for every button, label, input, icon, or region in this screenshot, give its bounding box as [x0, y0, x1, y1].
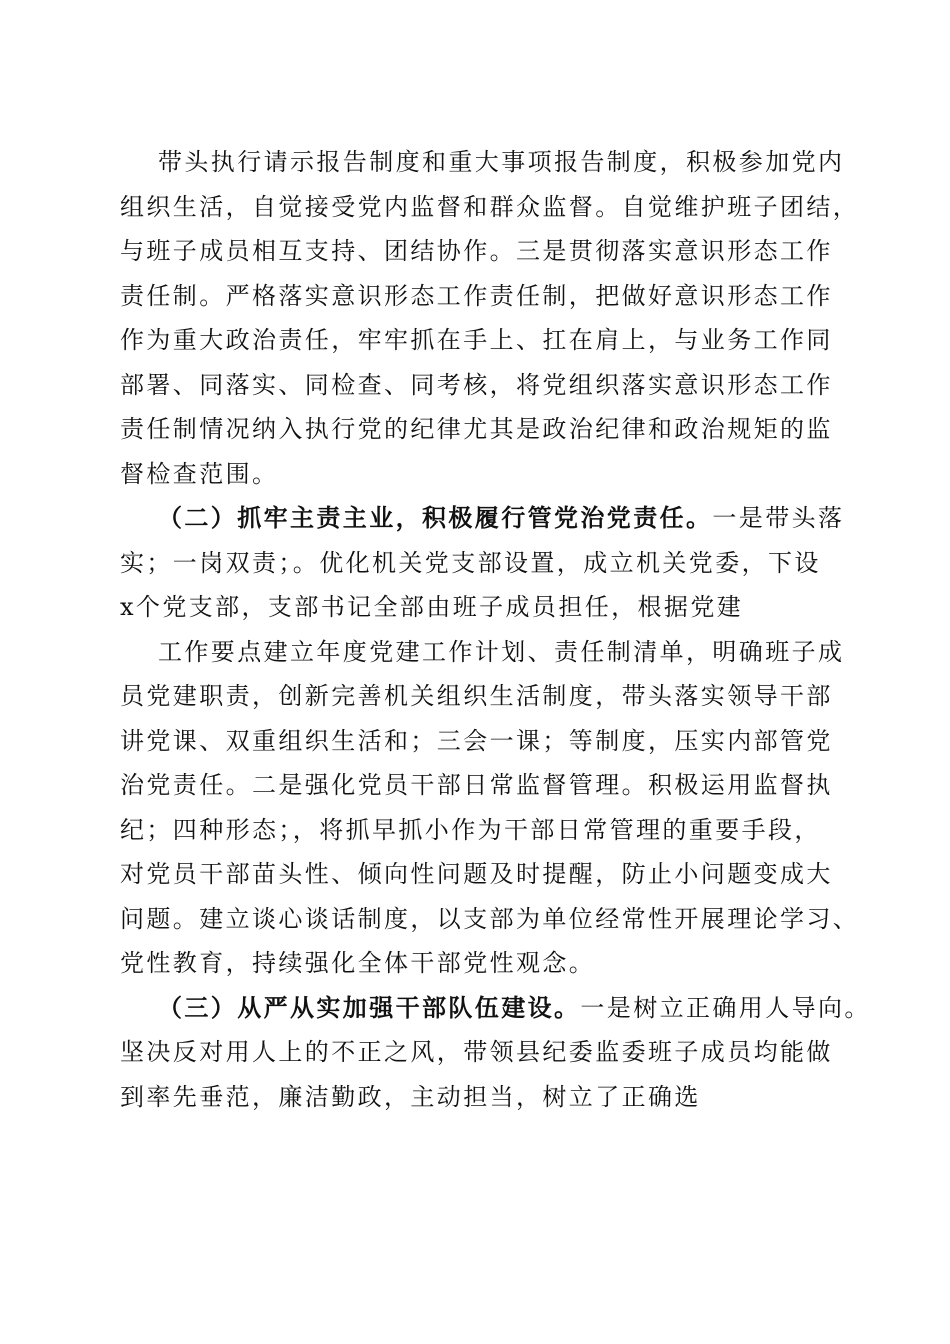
section-heading: （二）抓牢主责主业，积极履行管党治党责任。 [158, 503, 713, 532]
paragraph-line: 工作要点建立年度党建工作计划、责任制清单，明确班子成 [158, 637, 845, 666]
paragraph-line: 作为重大政治责任，牢牢抓在手上、扛在肩上，与业务工作同 [120, 326, 833, 354]
paragraph-line: 问题。建立谈心谈话制度，以支部为单位经常性开展理论学习、 [120, 904, 860, 933]
paragraph-line: 实；一岗双责；。优化机关党支部设置，成立机关党委，下设 [120, 548, 821, 577]
paragraph-line: 责任制。严格落实意识形态工作责任制，把做好意识形态工作 [120, 281, 833, 310]
paragraph-line: 督检查范围。 [120, 459, 279, 488]
paragraph-line: 组织生活，自觉接受党内监督和群众监督。自觉维护班子团结， [120, 192, 860, 221]
section-heading-line [120, 986, 871, 1031]
section-heading: （三）从严从实加强干部队伍建设。 [158, 992, 581, 1022]
section-heading-line [120, 496, 845, 541]
paragraph-line: 员党建职责，创新完善机关组织生活制度，带头落实领导干部 [120, 682, 833, 710]
paragraph-line: 治党责任。二是强化党员干部日常监督管理。积极运用监督执 [120, 771, 833, 799]
paragraph-line: 部署、同落实、同检查、同考核，将党组织落实意识形态工作 [120, 370, 833, 399]
document-body [120, 140, 871, 1119]
paragraph-line: 带头执行请示报告制度和重大事项报告制度，积极参加党内 [158, 148, 845, 176]
paragraph-line: 纪；四种形态；，将抓早抓小作为干部日常管理的重要手段， [120, 815, 821, 844]
paragraph-line: 党性教育，持续强化全体干部党性观念。 [120, 949, 596, 977]
paragraph-line: 讲党课、双重组织生活和；三会一课；等制度，压实内部管党 [120, 726, 833, 755]
paragraph-line: x个党支部，支部书记全部由班子成员担任，根据党建 [120, 593, 744, 621]
paragraph-line: 坚决反对用人上的不正之风，带领县纪委监委班子成员均能做 [120, 1038, 833, 1066]
paragraph-text: 一是树立正确用人导向。 [580, 993, 871, 1022]
paragraph-line: 到率先垂范，廉洁勤政，主动担当，树立了正确选 [120, 1082, 701, 1111]
paragraph-line: 责任制情况纳入执行党的纪律尤其是政治纪律和政治规矩的监 [120, 415, 833, 443]
paragraph-line: 对党员干部苗头性、倾向性问题及时提醒，防止小问题变成大 [120, 860, 833, 888]
paragraph-text: 一是带头落 [712, 504, 845, 532]
paragraph-line: 与班子成员相互支持、团结协作。三是贯彻落实意识形态工作 [120, 237, 833, 265]
